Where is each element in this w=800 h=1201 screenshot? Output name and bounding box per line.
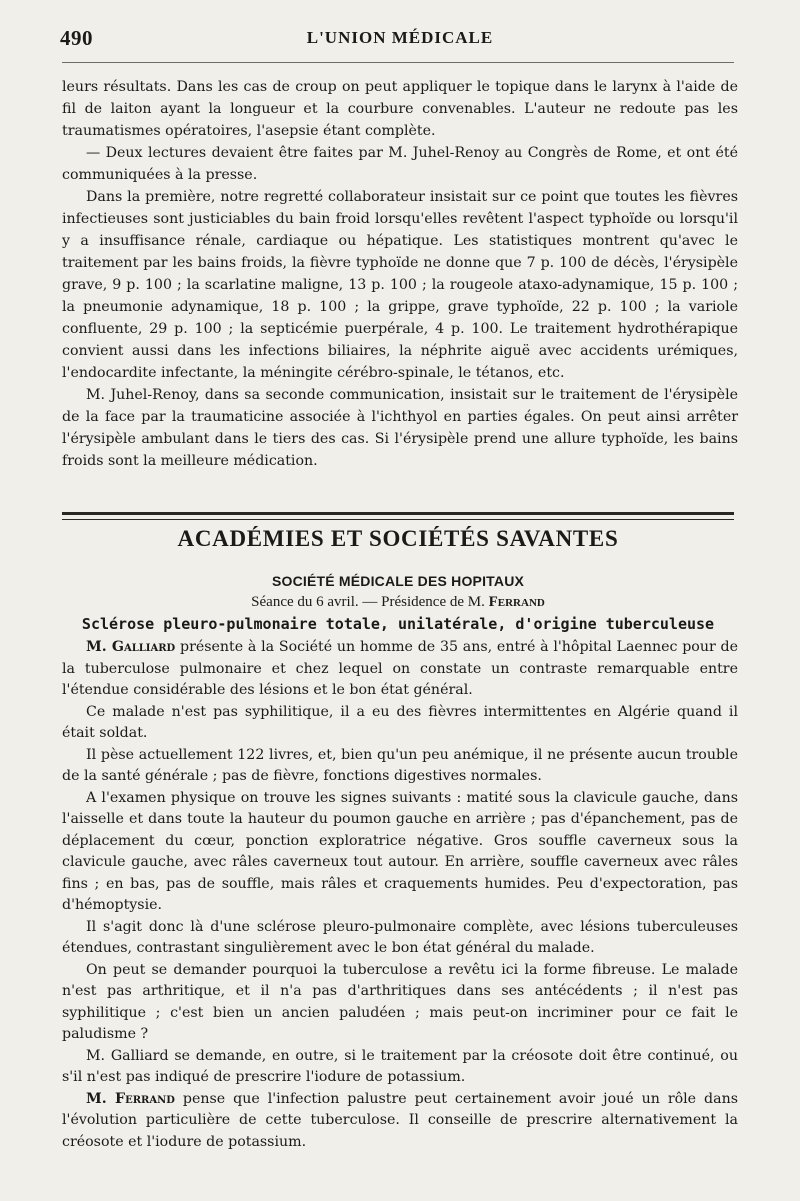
speaker-name: M. Ferrand: [86, 1090, 175, 1107]
session-president: Ferrand: [488, 594, 545, 610]
page-header: [48, 24, 752, 60]
body-paragraph-7: M. Galliard se demande, en outre, si le traitement par la créosote doit être continué, ou s'il n'est pas indiqué de prescrire l'iodure de potassium.: [62, 1047, 738, 1085]
paper-body: [62, 637, 738, 1153]
section-divider: [62, 512, 734, 520]
previous-article: [62, 76, 738, 472]
speaker-name: M. Galliard: [86, 639, 176, 655]
body-paragraph-3: Il pèse actuellement 122 livres, et, bien qu'un peu anémique, il ne présente aucun trouble de la santé générale ; pas de fièvre, fonctions digestives normales.: [62, 746, 738, 784]
paper-title: Sclérose pleuro-pulmonaire totale, unilatérale, d'origine tuberculeuse: [81, 615, 715, 633]
body-paragraph-5: Il s'agit donc là d'une sclérose pleuro-pulmonaire complète, avec lésions tuberculeuses étendues, contrastant singulièrement avec le bon état général du malade.: [62, 918, 738, 956]
running-head: L'UNION MÉDICALE: [306, 28, 494, 47]
society-heading: SOCIÉTÉ MÉDICALE DES HOPITAUX: [271, 573, 525, 589]
session-line: [62, 594, 734, 611]
body-paragraph-4: A l'examen physique on trouve les signes suivants : matité sous la clavicule gauche, dans l'aisselle et dans toute la hauteur du poumon gauche en arrière ; pas d'épanchement, pas de déplacement du cœur, ponction exploratrice négative. Gros souffle caverneux sous la clavicule gauche, avec râles caverneux tout autour. En arrière, souffle caverneux avec râles fins ; en bas, pas de souffle, mais râles et craquements humides. Peu d'expectoration, pas d'hémoptysie.: [62, 789, 738, 913]
body-paragraph-8-text: pense que l'infection palustre peut certainement avoir joué un rôle dans l'évolution particulière de cette tuberculose. Il conseille de prescrire alternativement la créosote et l'iodure de potassium.: [62, 1090, 738, 1150]
section-heading: ACADÉMIES ET SOCIÉTÉS SAVANTES: [177, 526, 619, 551]
body-paragraph-1: [62, 637, 738, 702]
page-number: 490: [60, 26, 93, 50]
article-paragraph-4: M. Juhel-Renoy, dans sa seconde communication, insistait sur le traitement de l'érysipèle de la face par la traumaticine associée à l'ichthyol en parties égales. On peut ainsi arrêter l'érysipèle ambulant dans le tiers des cas. Si l'érysipèle prend une allure typhoïde, les bains froids sont la meilleure médication.: [62, 387, 738, 469]
article-paragraph-1: leurs résultats. Dans les cas de croup on peut appliquer le topique dans le larynx à l'aide de fil de laiton ayant la longueur et la courbure convenables. L'auteur ne redoute pas les traumatismes opératoires, l'asepsie étant complète.: [62, 79, 738, 139]
body-paragraph-2: Ce malade n'est pas syphilitique, il a eu des fièvres intermittentes en Algérie quand il était soldat.: [62, 703, 738, 741]
body-paragraph-6: On peut se demander pourquoi la tuberculose a revêtu ici la forme fibreuse. Le malade n'est pas arthritique, et il n'a pas d'arthritiques dans ses antécédents ; il n'est pas syphilitique ; c'est bien un ancien paludéen ; mais peut-on incriminer pour ce fait le paludisme ?: [62, 961, 738, 1042]
session-prefix: Séance du 6 avril. — Présidence de M.: [251, 594, 485, 610]
article-paragraph-3: Dans la première, notre regretté collaborateur insistait sur ce point que toutes les fièvres infectieuses sont justiciables du bain froid lorsqu'elles revêtent l'aspect typhoïde ou lorsqu'il y a insuffisance rénale, cardiaque ou hépatique. Les statistiques montrent qu'avec le traitement par les bains froids, la fièvre typhoïde ne donne que 7 p. 100 de décès, l'érysipèle grave, 9 p. 100 ; la scarlatine maligne, 13 p. 100 ; la rougeole ataxo-adynamique, 15 p. 100 ; la pneumonie adynamique, 18 p. 100 ; la grippe, grave typhoïde, 22 p. 100 ; la variole confluente, 29 p. 100 ; la septicémie puerpérale, 4 p. 100. Le traitement hydrothérapique convient aussi dans les infections biliaires, la néphrite aiguë avec accidents urémiques, l'endocardite infectante, la méningite cérébro-spinale, le tétanos, etc.: [62, 189, 738, 381]
body-paragraph-1-text: présente à la Société un homme de 35 ans, entré à l'hôpital Laennec pour de la tuberculose pulmonaire et chez lequel on constate un contraste remarquable entre l'étendue considérable des lésions et le bon état général.: [62, 639, 738, 698]
body-paragraph-8: [62, 1089, 738, 1154]
article-paragraph-2: — Deux lectures devaient être faites par M. Juhel-Renoy au Congrès de Rome, et ont été communiquées à la presse.: [62, 145, 738, 183]
header-rule: [62, 62, 734, 63]
